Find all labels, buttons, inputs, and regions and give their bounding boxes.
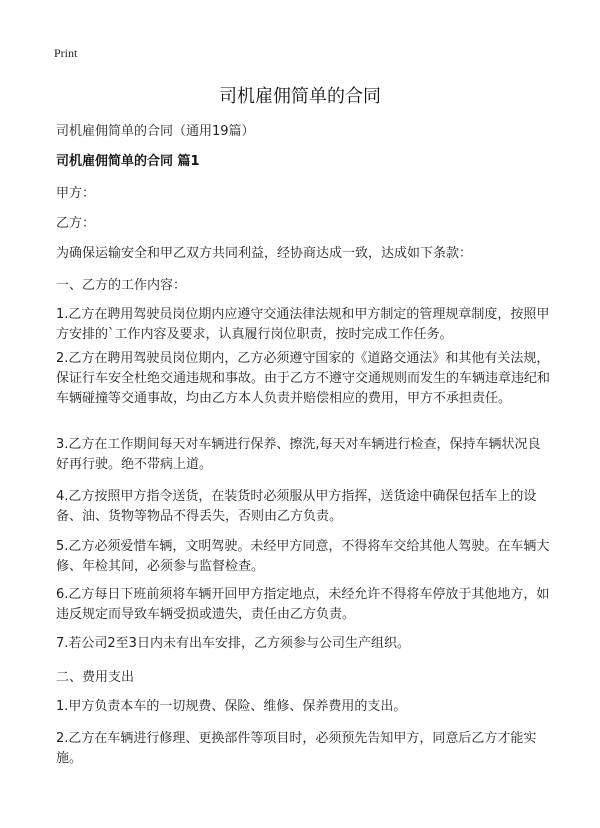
expense-clause-1: 1.甲方负责本车的一切规费、保险、维修、保养费用的支出。: [56, 699, 407, 714]
clause-5: 5.乙方必须爱惜车辆，文明驾驶。未经甲方同意，不得将车交给其他人驾驶。在车辆大修、年检其间，必须参与监督检查。: [56, 539, 550, 574]
print-link[interactable]: Print: [54, 46, 78, 60]
document-title: 司机雇佣简单的合同: [219, 86, 381, 107]
document-subtitle: 司机雇佣简单的合同（通用19篇）: [56, 124, 255, 139]
expense-clause-2: 2.乙方在车辆进行修理、更换部件等项目时，必须预先告知甲方，同意后乙方才能实施。: [56, 731, 537, 766]
party-a-line: 甲方：: [56, 186, 96, 201]
clause-3: 3.乙方在工作期间每天对车辆进行保养、擦洗,每天对车辆进行检查，保持车辆状况良好再行驶。绝不带病上道。: [56, 437, 541, 472]
clause-6: 6.乙方每日下班前须将车辆开回甲方指定地点，未经允许不得将车停放于其他地方，如违反规定而导致车辆受损或遗失，责任由乙方负责。: [56, 587, 550, 622]
clause-2: 2.乙方在聘用驾驶员岗位期内，乙方必须遵守国家的《道路交通法》和其他有关法规，保证行车安全杜绝交通违规和事故。由于乙方不遵守交通规则而发生的车辆违章违纪和车辆碰撞等交通事故，均由乙方本人负责并赔偿相应的费用，甲方不承担责任。: [56, 351, 551, 406]
intro-paragraph: 为确保运输安全和甲乙双方共同利益，经协商达成一致，达成如下条款：: [56, 246, 473, 261]
part2-heading: 二、费用支出: [56, 670, 135, 685]
clause-7: 7.若公司2至3日内未有出车安排，乙方须参与公司生产组织。: [56, 636, 410, 651]
party-b-line: 乙方：: [56, 216, 96, 231]
section-heading: 司机雇佣简单的合同 篇1: [56, 154, 200, 169]
clause-4: 4.乙方按照甲方指令送货，在装货时必须服从甲方指挥，送货途中确保包括车上的设备、油、货物等物品不得丢失，否则由乙方负责。: [56, 489, 537, 524]
clause-1: 1.乙方在聘用驾驶员岗位期内应遵守交通法律法规和甲方制定的管理规章制度，按照甲方安排的`工作内容及要求，认真履行岗位职责，按时完成工作任务。: [56, 307, 550, 342]
part1-heading: 一、乙方的工作内容：: [56, 278, 187, 293]
